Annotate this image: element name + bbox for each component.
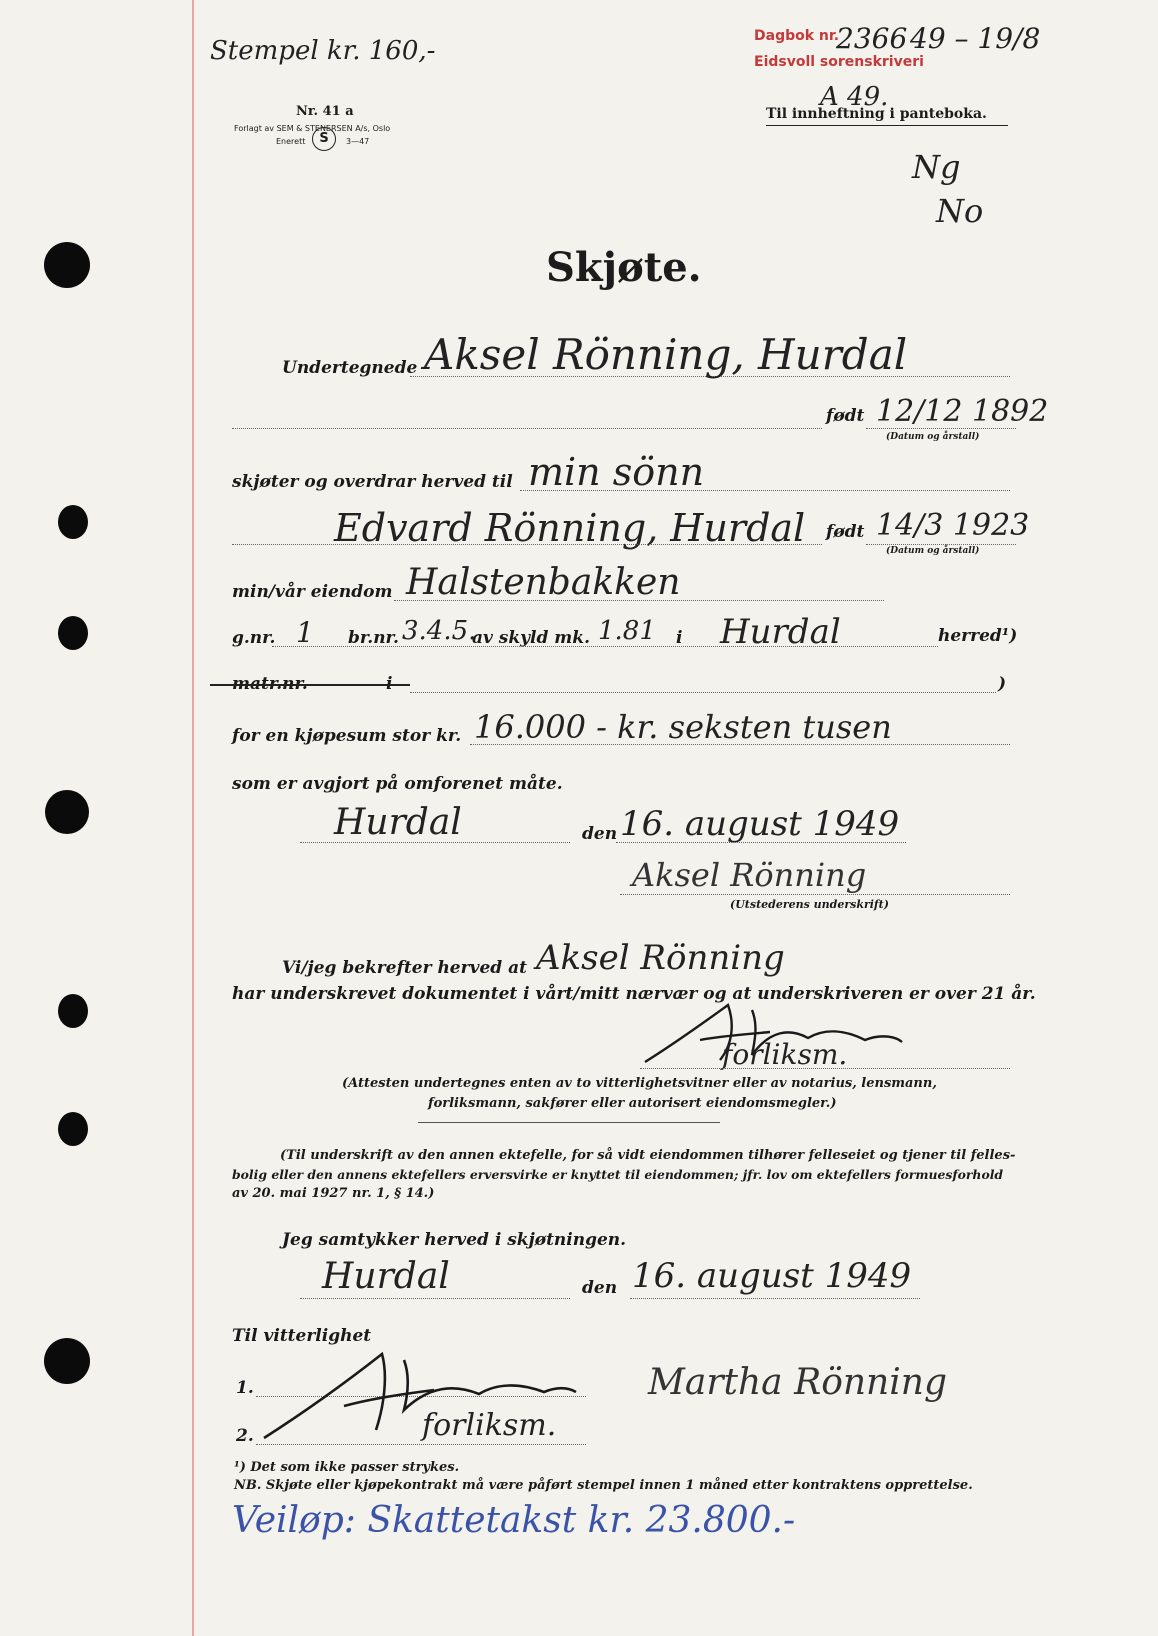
attestation-prefix: Vi/jeg bekrefter herved at (282, 958, 527, 978)
matr-strikethrough (210, 684, 410, 686)
publisher-enerett: Enerett (276, 137, 306, 146)
municipality-in-label: i (676, 628, 683, 648)
price-amount: 16.000 - kr. seksten tusen (474, 708, 892, 746)
skyld-label: av skyld mk. (472, 628, 590, 648)
buyer-date-hint: (Datum og årstall) (886, 546, 980, 556)
punch-hole (45, 790, 89, 834)
seller-label: Undertegnede (282, 358, 418, 378)
seller-born-line (866, 428, 1016, 429)
buyer-born-date: 14/3 1923 (876, 508, 1030, 543)
registry-note: A 49. (820, 82, 889, 112)
consent-text: Jeg samtykker herved i skjøtningen. (282, 1230, 627, 1250)
punch-hole (44, 1338, 90, 1384)
punch-hole (58, 1112, 88, 1146)
price-label: for en kjøpesum stor kr. (232, 726, 462, 746)
stamp-note: Stempel kr. 160,- (210, 36, 436, 66)
witness-title-1: forliksm. (722, 1038, 848, 1071)
witness-title-2: forliksm. (422, 1408, 557, 1443)
signing-place: Hurdal (334, 802, 462, 843)
form-number: Nr. 41 a (296, 104, 354, 119)
brnr-label: br.nr. (348, 628, 399, 648)
buyer-born-label: født (826, 522, 865, 542)
signature-label: (Utstederens underskrift) (730, 898, 889, 911)
seller-signature-line (620, 894, 1010, 895)
consent-place-line (300, 1298, 570, 1299)
filing-note: Til innheftning i panteboka. (766, 106, 987, 122)
seller-line-2 (232, 428, 822, 429)
consent-date: 16. august 1949 (632, 1256, 912, 1296)
spouse-signature: Martha Rönning (648, 1362, 947, 1403)
attestation-line2: har underskrevet dokumentet i vårt/mitt nærvær og at underskriveren er over 21 år. (232, 984, 1036, 1004)
witness-line-1 (640, 1068, 1010, 1069)
publisher-date: 3—47 (346, 137, 370, 146)
matr-in-label: i (386, 674, 393, 694)
signing-date: 16. august 1949 (620, 804, 900, 844)
transfer-label: skjøter og overdrar herved til (232, 472, 513, 492)
registry-label: Dagbok nr. (754, 28, 840, 44)
initials-2: No (936, 192, 984, 230)
witness-label: Til vitterlighet (232, 1326, 372, 1346)
registry-year: 49 – 19/8 (910, 22, 1041, 55)
attestation-note2: forliksmann, sakfører eller autorisert eiendomsmegler.) (428, 1096, 837, 1111)
spouse-note-line2: bolig eller den annens ektefellers erversvirke er knyttet til eiendommen; jfr. lov om ektefellers formuesforhold (232, 1167, 1004, 1182)
price-settled: som er avgjort på omforenet måte. (232, 774, 563, 794)
consent-date-line (630, 1298, 920, 1299)
gnr-value: 1 (296, 616, 314, 649)
footnote: ¹) Det som ikke passer strykes. (234, 1460, 460, 1475)
publisher-line: Forlagt av SEM & STENERSEN A/s, Oslo (234, 124, 391, 133)
buyer-line (232, 544, 822, 545)
property-name: Halstenbakken (406, 562, 681, 603)
seller-name: Aksel Rönning, Hurdal (424, 330, 908, 379)
property-label: min/vår eiendom (232, 582, 393, 602)
seller-born-date: 12/12 1892 (876, 394, 1049, 429)
transfer-relation: min sönn (528, 450, 705, 494)
punch-hole (44, 242, 90, 288)
signing-den-label: den (582, 824, 618, 844)
punch-hole (58, 505, 88, 539)
buyer-born-line (866, 544, 1016, 545)
buyer-name: Edvard Rönning, Hurdal (334, 506, 806, 550)
gnr-line (272, 646, 938, 647)
punch-hole (58, 616, 88, 650)
section-divider (418, 1122, 720, 1123)
attestation-note1: (Attesten undertegnes enten av to vitterlighetsvitner eller av notarius, lensmann, (342, 1076, 937, 1091)
nb-note: NB. Skjøte eller kjøpekontrakt må være påført stempel innen 1 måned etter kontraktens opprettelse. (234, 1478, 973, 1493)
matr-close: ) (998, 674, 1007, 694)
document-title: Skjøte. (546, 244, 702, 291)
seller-signature: Aksel Rönning (632, 856, 867, 894)
signing-date-line (616, 842, 906, 843)
witness-num-1: 1. (236, 1378, 254, 1398)
attestation-name: Aksel Rönning (536, 938, 785, 978)
witness-num-2: 2. (236, 1426, 254, 1446)
matr-label: matr.nr. (232, 674, 308, 694)
consent-den-label: den (582, 1278, 618, 1298)
filing-underline (766, 125, 1008, 126)
registry-number: 2366 (836, 22, 908, 55)
gnr-label: g.nr. (232, 628, 276, 648)
herred-label: herred¹) (938, 626, 1018, 646)
municipality-value: Hurdal (720, 612, 841, 652)
registry-office: Eidsvoll sorenskriveri (754, 54, 924, 70)
punch-hole (58, 994, 88, 1028)
seller-born-label: født (826, 406, 865, 426)
signing-place-line (300, 842, 570, 843)
spouse-note-line3: av 20. mai 1927 nr. 1, § 14.) (232, 1186, 435, 1201)
brnr-value: 3.4.5. (402, 616, 477, 646)
red-margin-line (192, 0, 194, 1636)
spouse-note-line1: (Til underskrift av den annen ektefelle, for så vidt eiendommen tilhører felleseiet og tjener til felles- (280, 1148, 1016, 1163)
matr-line (410, 692, 996, 693)
publisher-logo: S (312, 127, 336, 151)
price-line (470, 744, 1010, 745)
skyld-value: 1.81 (598, 616, 656, 646)
handwritten-tax-note: Veiløp: Skattetakst kr. 23.800.- (232, 1500, 796, 1541)
consent-place: Hurdal (322, 1256, 450, 1297)
initials-1: Ng (912, 148, 961, 186)
seller-date-hint: (Datum og årstall) (886, 432, 980, 442)
